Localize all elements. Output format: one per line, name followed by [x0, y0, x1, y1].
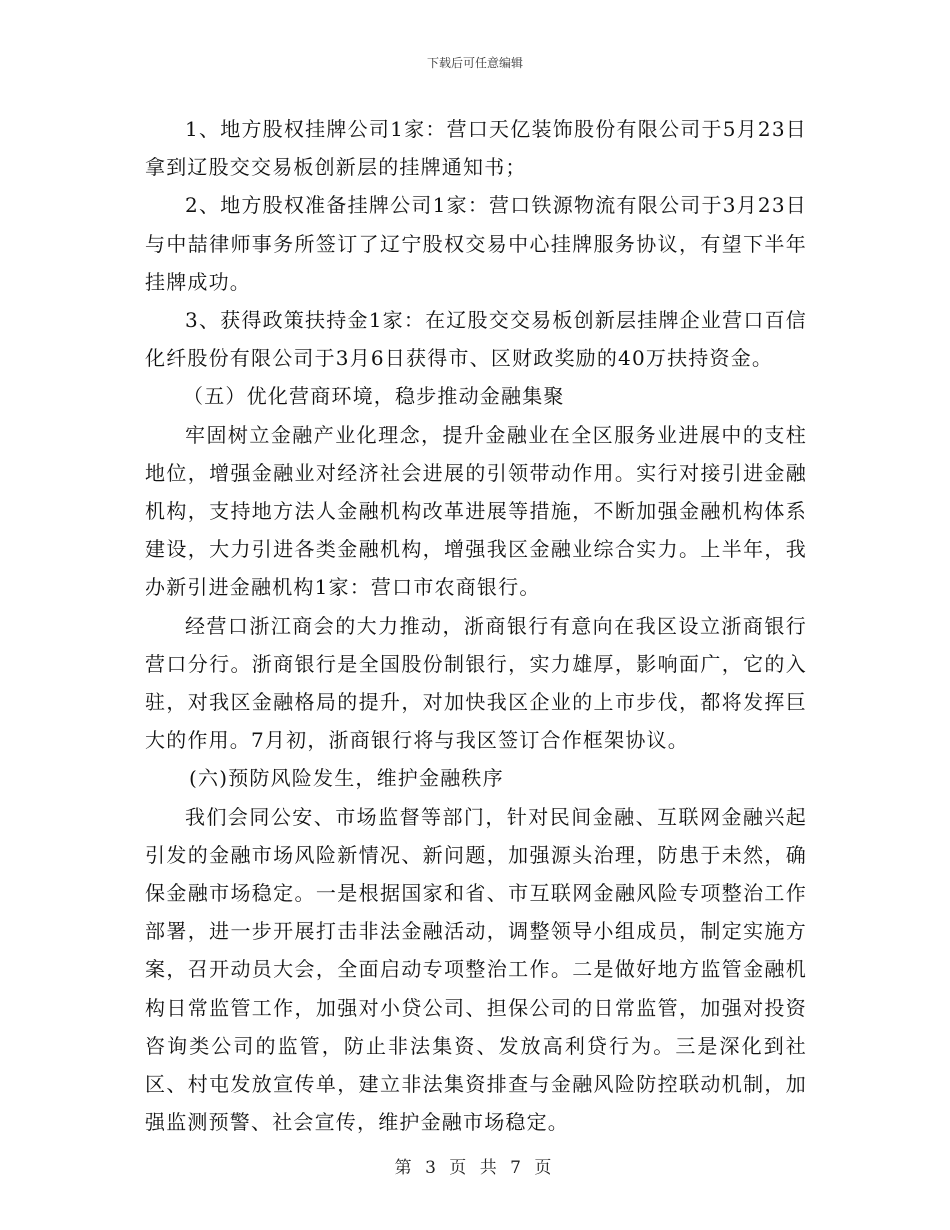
paragraph-item-1: 1、地方股权挂牌公司1家：营口天亿装饰股份有限公司于5月23日拿到辽股交交易板创新层的挂牌通知书；	[145, 117, 807, 180]
section-heading-5: （五）优化营商环境，稳步推动金融集聚	[183, 384, 565, 409]
page-header: 下载后可任意编辑	[426, 56, 523, 70]
paragraph-item-2: 2、地方股权准备挂牌公司1家：营口铁源物流有限公司于3月23日与中喆律师事务所签订了辽宁股权交易中心挂牌服务协议，有望下半年挂牌成功。	[145, 193, 807, 294]
paragraph-section-6: 我们会同公安、市场监督等部门，针对民间金融、互联网金融兴起引发的金融市场风险新情况、新问题，加强源头治理，防患于未然，确保金融市场稳定。一是根据国家和省、市互联网金融风险专项整治工作部署，进一步开展打击非法金融活动，调整领导小组成员，制定实施方案，召开动员大会，全面启动专项整治工作。二是做好地方监管金融机构日常监管工作，加强对小贷公司、担保公司的日常监管，加强对投资咨询类公司的监管，防止非法集资、发放高利贷行为。三是深化到社区、村屯发放宣传单，建立非法集资排查与金融风险防控联动机制，加强监测预警、社会宣传，维护金融市场稳定。	[145, 804, 807, 1135]
page-number: 第 3 页 共 7 页	[394, 1158, 556, 1178]
section-heading-6: (六)预防风险发生，维护金融秩序	[189, 766, 504, 791]
paragraph-section-5: 牢固树立金融产业化理念，提升金融业在全区服务业进展中的支柱地位，增强金融业对经济社会进展的引领带动作用。实行对接引进金融机构，支持地方法人金融机构改革进展等措施，不断加强金融机构体系建设，大力引进各类金融机构，增强我区金融业综合实力。上半年，我办新引进金融机构1家：营口市农商银行。	[145, 422, 807, 600]
paragraph-item-3: 3、获得政策扶持金1家：在辽股交交易板创新层挂牌企业营口百信化纤股份有限公司于3月6日获得市、区财政奖励的40万扶持资金。	[145, 308, 807, 371]
paragraph-zheshang-bank: 经营口浙江商会的大力推动，浙商银行有意向在我区设立浙商银行营口分行。浙商银行是全国股份制银行，实力雄厚，影响面广，它的入驻，对我区金融格局的提升，对加快我区企业的上市步伐，都将发挥巨大的作用。7月初，浙商银行将与我区签订合作框架协议。	[145, 613, 807, 753]
document-body	[145, 110, 807, 1141]
